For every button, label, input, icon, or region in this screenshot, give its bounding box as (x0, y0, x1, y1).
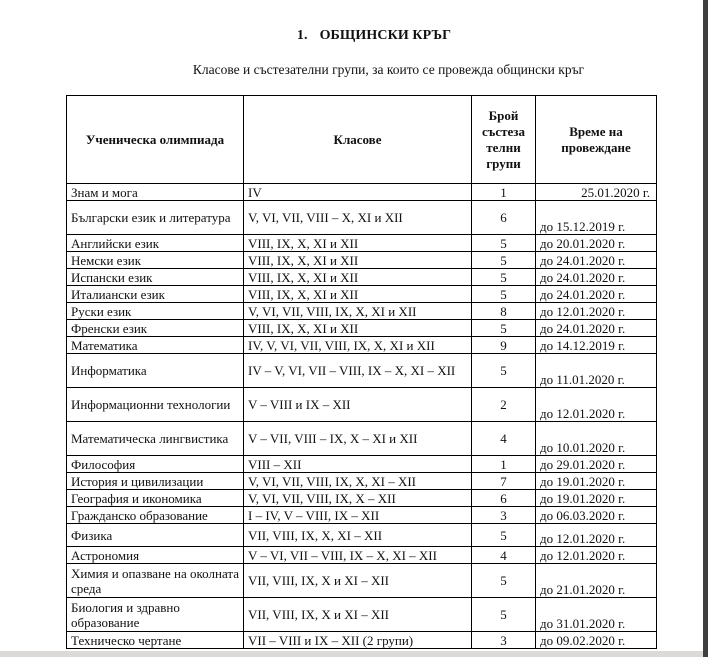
olympiad-name: Химия и опазване на околната среда (67, 564, 244, 598)
table-row (67, 473, 657, 490)
table-row (67, 354, 657, 388)
olympiad-name: Испански език (67, 269, 244, 286)
header-groups-line: телни (486, 139, 521, 155)
table-row (67, 320, 657, 337)
olympiad-name: Философия (67, 456, 244, 473)
date-cell: до 14.12.2019 г. (536, 337, 657, 354)
classes-cell: V, VI, VII, VIII, IX, X, XI – XII (244, 473, 472, 490)
date-cell: до 19.01.2020 г. (536, 490, 657, 507)
table-row (67, 201, 657, 235)
olympiad-name: Руски език (67, 303, 244, 320)
table-row (67, 564, 657, 598)
classes-cell: VII, VIII, IX, X и XI – XII (244, 564, 472, 598)
groups-count: 5 (472, 598, 536, 632)
header-groups-line: състеза (482, 123, 525, 139)
header-date-line: провеждане (561, 139, 631, 155)
olympiad-name: Техническо чертане (67, 632, 244, 649)
viewer-right-gutter (703, 0, 708, 657)
olympiad-name: География и икономика (67, 490, 244, 507)
olympiad-name: История и цивилизации (67, 473, 244, 490)
table-row (67, 524, 657, 547)
table-row (67, 337, 657, 354)
date-cell: до 10.01.2020 г. (536, 422, 657, 456)
classes-cell: I – IV, V – VIII, IX – XII (244, 507, 472, 524)
groups-count: 7 (472, 473, 536, 490)
olympiad-name: Английски език (67, 235, 244, 252)
groups-count: 6 (472, 201, 536, 235)
classes-cell: VIII – XII (244, 456, 472, 473)
date-cell: до 12.01.2020 г. (536, 303, 657, 320)
header-groups-line: Брой (488, 107, 519, 123)
groups-count: 5 (472, 564, 536, 598)
classes-cell: V, VI, VII, VIII – X, XI и XII (244, 201, 472, 235)
table-header-row (67, 96, 657, 184)
groups-count: 5 (472, 235, 536, 252)
table-row (67, 632, 657, 649)
date-cell: до 21.01.2020 г. (536, 564, 657, 598)
table-row (67, 598, 657, 632)
date-cell: до 29.01.2020 г. (536, 456, 657, 473)
olympiad-name: Немски език (67, 252, 244, 269)
olympiads-table (66, 95, 657, 649)
date-cell: до 24.01.2020 г. (536, 286, 657, 303)
olympiad-name: Френски език (67, 320, 244, 337)
olympiad-name: Биология и здравно образование (67, 598, 244, 632)
table-row (67, 456, 657, 473)
groups-count: 3 (472, 507, 536, 524)
date-cell: до 24.01.2020 г. (536, 320, 657, 337)
groups-count: 5 (472, 524, 536, 547)
olympiad-name: Математическа лингвистика (67, 422, 244, 456)
table-row (67, 388, 657, 422)
classes-cell: VIII, IX, X, XI и XII (244, 269, 472, 286)
table-row (67, 235, 657, 252)
groups-count: 3 (472, 632, 536, 649)
classes-cell: VII, VIII, IX, X и XI – XII (244, 598, 472, 632)
groups-count: 5 (472, 269, 536, 286)
date-cell: до 15.12.2019 г. (536, 201, 657, 235)
table-row (67, 184, 657, 201)
classes-cell: VIII, IX, X, XI и XII (244, 252, 472, 269)
date-cell: 25.01.2020 г. (536, 184, 657, 201)
classes-cell: V – VIII и IX – XII (244, 388, 472, 422)
olympiad-name: Информационни технологии (67, 388, 244, 422)
date-cell: до 06.03.2020 г. (536, 507, 657, 524)
classes-cell: VIII, IX, X, XI и XII (244, 286, 472, 303)
date-cell: до 12.01.2020 г. (536, 524, 657, 547)
header-classes: Класове (244, 96, 472, 184)
groups-count: 5 (472, 252, 536, 269)
date-cell: до 20.01.2020 г. (536, 235, 657, 252)
date-cell: до 31.01.2020 г. (536, 598, 657, 632)
olympiad-name: Гражданско образование (67, 507, 244, 524)
date-cell: до 12.01.2020 г. (536, 388, 657, 422)
olympiad-name: Информатика (67, 354, 244, 388)
date-cell: до 11.01.2020 г. (536, 354, 657, 388)
groups-count: 1 (472, 184, 536, 201)
table-row (67, 303, 657, 320)
classes-cell: VIII, IX, X, XI и XII (244, 235, 472, 252)
table-row (67, 252, 657, 269)
classes-cell: VIII, IX, X, XI и XII (244, 320, 472, 337)
table-row (67, 269, 657, 286)
date-cell: до 12.01.2020 г. (536, 547, 657, 564)
section-number: 1. (296, 28, 308, 43)
header-groups (472, 96, 536, 184)
classes-cell: VII, VIII, IX, X, XI – XII (244, 524, 472, 547)
groups-count: 6 (472, 490, 536, 507)
groups-count: 1 (472, 456, 536, 473)
table-row (67, 422, 657, 456)
groups-count: 5 (472, 320, 536, 337)
classes-cell: VII – VIII и IX – XII (2 групи) (244, 632, 472, 649)
olympiad-name: Знам и мога (67, 184, 244, 201)
groups-count: 4 (472, 422, 536, 456)
section-title-text: ОБЩИНСКИ КРЪГ (319, 28, 452, 43)
groups-count: 4 (472, 547, 536, 564)
page-separator (0, 651, 703, 657)
olympiad-name: Български език и литература (67, 201, 244, 235)
classes-cell: IV (244, 184, 472, 201)
date-cell: до 24.01.2020 г. (536, 269, 657, 286)
classes-cell: V, VI, VII, VIII, IX, X – XII (244, 490, 472, 507)
table-row (67, 490, 657, 507)
table-caption: Класове и състезателни групи, за които се провежда общински кръг (192, 62, 585, 77)
header-olympiad: Ученическа олимпиада (67, 96, 244, 184)
olympiad-name: Астрономия (67, 547, 244, 564)
header-date-line: Време на (569, 123, 623, 139)
groups-count: 5 (472, 354, 536, 388)
date-cell: до 19.01.2020 г. (536, 473, 657, 490)
classes-cell: IV, V, VI, VII, VIII, IX, X, XI и XII (244, 337, 472, 354)
classes-cell: V – VI, VII – VIII, IX – X, XI – XII (244, 547, 472, 564)
classes-cell: IV – V, VI, VII – VIII, IX – X, XI – XII (244, 354, 472, 388)
header-groups-line: групи (486, 155, 521, 171)
olympiad-name: Италиански език (67, 286, 244, 303)
section-title (0, 28, 703, 44)
groups-count: 5 (472, 286, 536, 303)
table-row (67, 507, 657, 524)
classes-cell: V, VI, VII, VIII, IX, X, XI и XII (244, 303, 472, 320)
table-row (67, 547, 657, 564)
groups-count: 2 (472, 388, 536, 422)
groups-count: 9 (472, 337, 536, 354)
date-cell: до 09.02.2020 г. (536, 632, 657, 649)
table-row (67, 286, 657, 303)
olympiad-name: Математика (67, 337, 244, 354)
groups-count: 8 (472, 303, 536, 320)
classes-cell: V – VII, VIII – IX, X – XI и XII (244, 422, 472, 456)
date-cell: до 24.01.2020 г. (536, 252, 657, 269)
olympiad-name: Физика (67, 524, 244, 547)
header-date (536, 96, 657, 184)
